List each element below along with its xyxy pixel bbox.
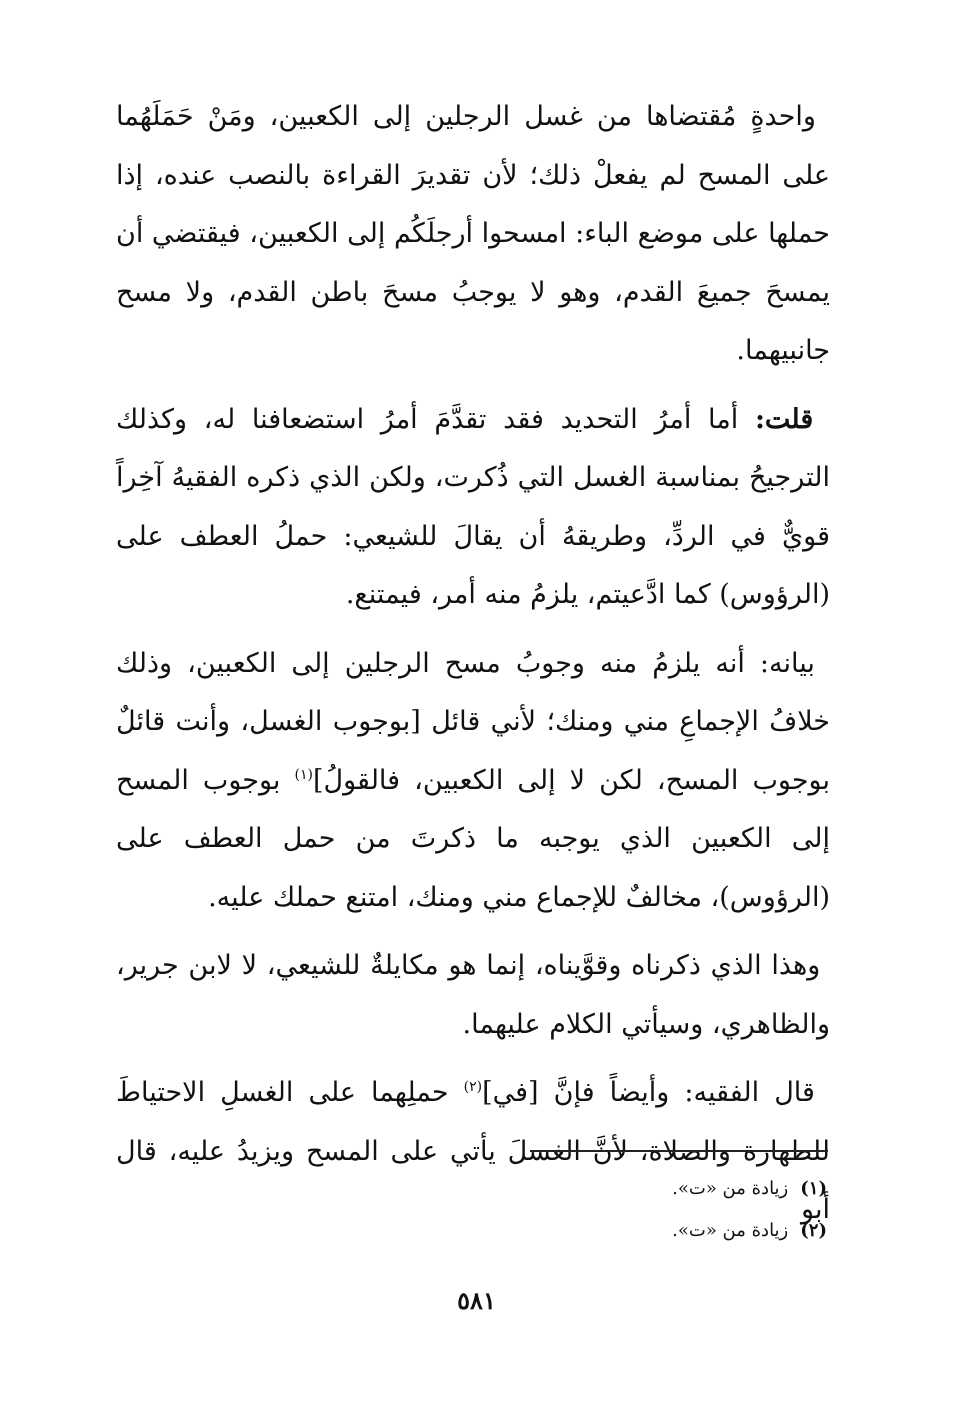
footnotes	[300, 1168, 827, 1252]
footnote-2	[300, 1210, 827, 1252]
footnote-2-text: زيادة من «ت».	[672, 1220, 789, 1241]
footnote-ref-1[interactable]: (١)	[294, 766, 313, 783]
paragraph-3-text: بيانه: أنه يلزمُ منه وجوبُ مسح الرجلين إلى الكعبين، وذلك خلافُ الإجماعِ مني ومنك؛ لأني قائل [بوجوب الغسل، وأنت قائلٌ بوجوب المسح، لكن لا إلى الكعبين، فالقولُ]	[116, 647, 831, 796]
paragraph-5-text: قال الفقيه: وأيضاً فإنَّ [في]	[482, 1077, 815, 1108]
paragraph-1-text: واحدةٍ مُقتضاها من غسل الرجلين إلى الكعبين، ومَنْ حَمَلَهُما على المسح لم يفعلْ ذلك؛ لأن تقديرَ القراءة بالنصب عنده، إذا حملها على موضع الباء: امسحوا أرجلَكُم إلى الكعبين، فيقتضي أن يمسحَ جميعَ القدم، وهو لا يوجبُ مسحَ باطن القدم، ولا مسح جانبيهما.	[116, 101, 830, 366]
footnote-divider	[530, 1150, 828, 1152]
paragraph-3	[116, 635, 830, 928]
paragraph-2-text: أما أمرُ التحديد فقد تقدَّمَ أمرُ استضعافنا له، وكذلك الترجيحُ بمناسبة الغسل التي ذُكرت، ولكن الذي ذكره الفقيهُ آخِراً قويٌّ في الردِّ، وطريقهُ أن يقالَ للشيعي: حملُ العطف على (الرؤوس) كما ادَّعيتم، يلزمُ منه أمر، فيمتنع.	[116, 403, 830, 610]
paragraph-2-lead: قلت:	[754, 403, 814, 435]
paragraph-1	[116, 88, 830, 381]
paragraph-4	[116, 937, 830, 1054]
paragraph-5-text-after: حملِهما على الغسلِ الاحتياطَ للطهارة والصلاة، لأنَّ الغسلَ يأتي على المسح ويزيدُ عليه، قال أبو	[116, 1077, 830, 1225]
page-number: ٥٨١	[457, 1286, 496, 1315]
footnote-2-number: (٢)	[800, 1220, 827, 1241]
main-text	[116, 88, 830, 1250]
paragraph-2	[116, 391, 830, 625]
footnote-ref-2[interactable]: (٢)	[463, 1079, 483, 1095]
footnote-1-number: (١)	[800, 1178, 827, 1199]
paragraph-4-text: وهذا الذي ذكرناه وقوَّيناه، إنما هو مكايلةٌ للشيعي، لا لابن جرير، والظاهري، وسيأتي الكلام عليهما.	[116, 950, 830, 1040]
footnote-1	[300, 1168, 827, 1210]
paragraph-3-text-after: بوجوب المسح إلى الكعبين الذي يوجبه ما ذكرتَ من حمل العطف على (الرؤوس)، مخالفٌ للإجماع مني ومنك، امتنع حملك عليه.	[116, 764, 830, 913]
footnote-1-text: زيادة من «ت».	[672, 1178, 789, 1199]
